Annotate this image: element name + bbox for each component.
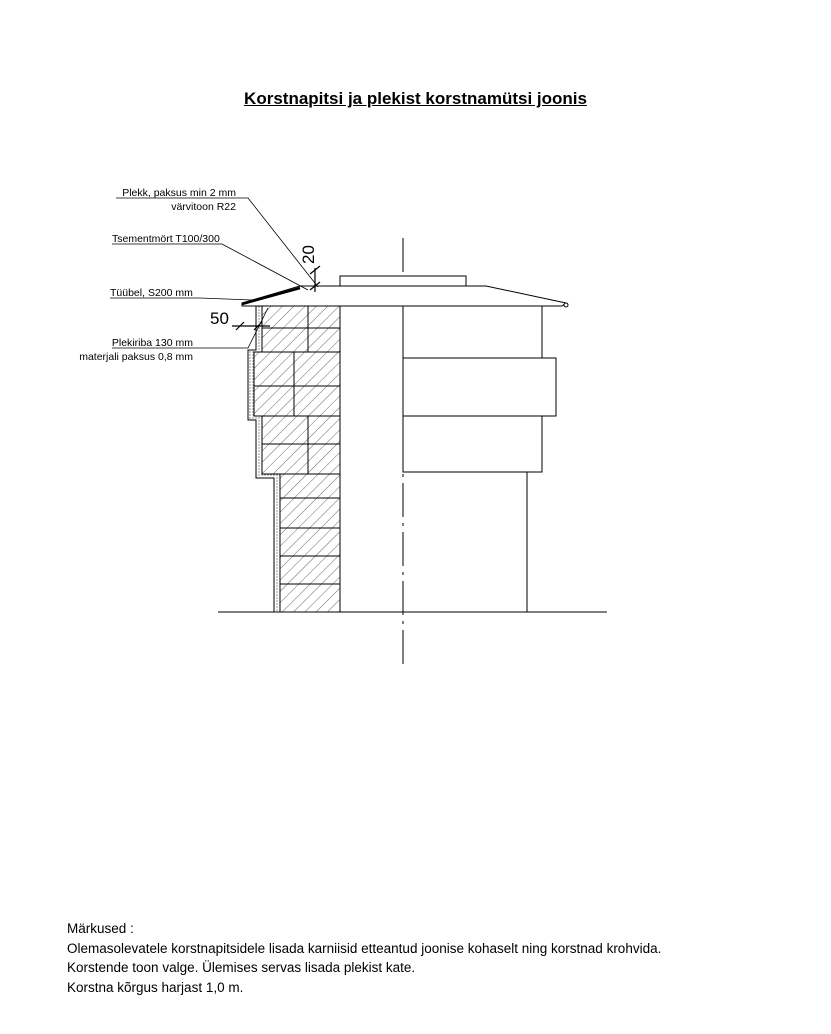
- label-dowel: Tüübel, S200 mm: [110, 287, 193, 299]
- dimension-horizontal: 50: [210, 309, 229, 328]
- dimension-vertical: 20: [299, 245, 318, 264]
- notes-line: Olemasolevatele korstnapitsidele lisada karniisid etteantud joonise kohaselt ning korstnad krohvida.: [67, 940, 662, 956]
- drawing-title: Korstnapitsi ja plekist korstnamütsi joonis: [244, 89, 587, 108]
- notes-heading: Märkused :: [67, 921, 134, 936]
- label-strip-1: Plekiriba 130 mm: [111, 337, 193, 349]
- notes-block: [67, 919, 661, 997]
- cap-top-plate: [340, 276, 466, 286]
- brick-masonry: [254, 302, 340, 612]
- label-sheet-metal-1: Plekk, paksus min 2 mm: [122, 187, 236, 199]
- chimney-elevation: [340, 286, 556, 612]
- label-sheet-metal-2: värvitoon R22: [171, 201, 236, 213]
- label-strip-2: materjali paksus 0,8 mm: [79, 351, 193, 363]
- notes-line: Korstna kõrgus harjast 1,0 m.: [67, 979, 244, 995]
- sheet-metal-cap: [242, 286, 566, 306]
- notes-line: Korstende toon valge. Ülemises servas lisada plekist kate.: [67, 960, 416, 975]
- label-cement-mortar: Tsementmört T100/300: [112, 233, 220, 245]
